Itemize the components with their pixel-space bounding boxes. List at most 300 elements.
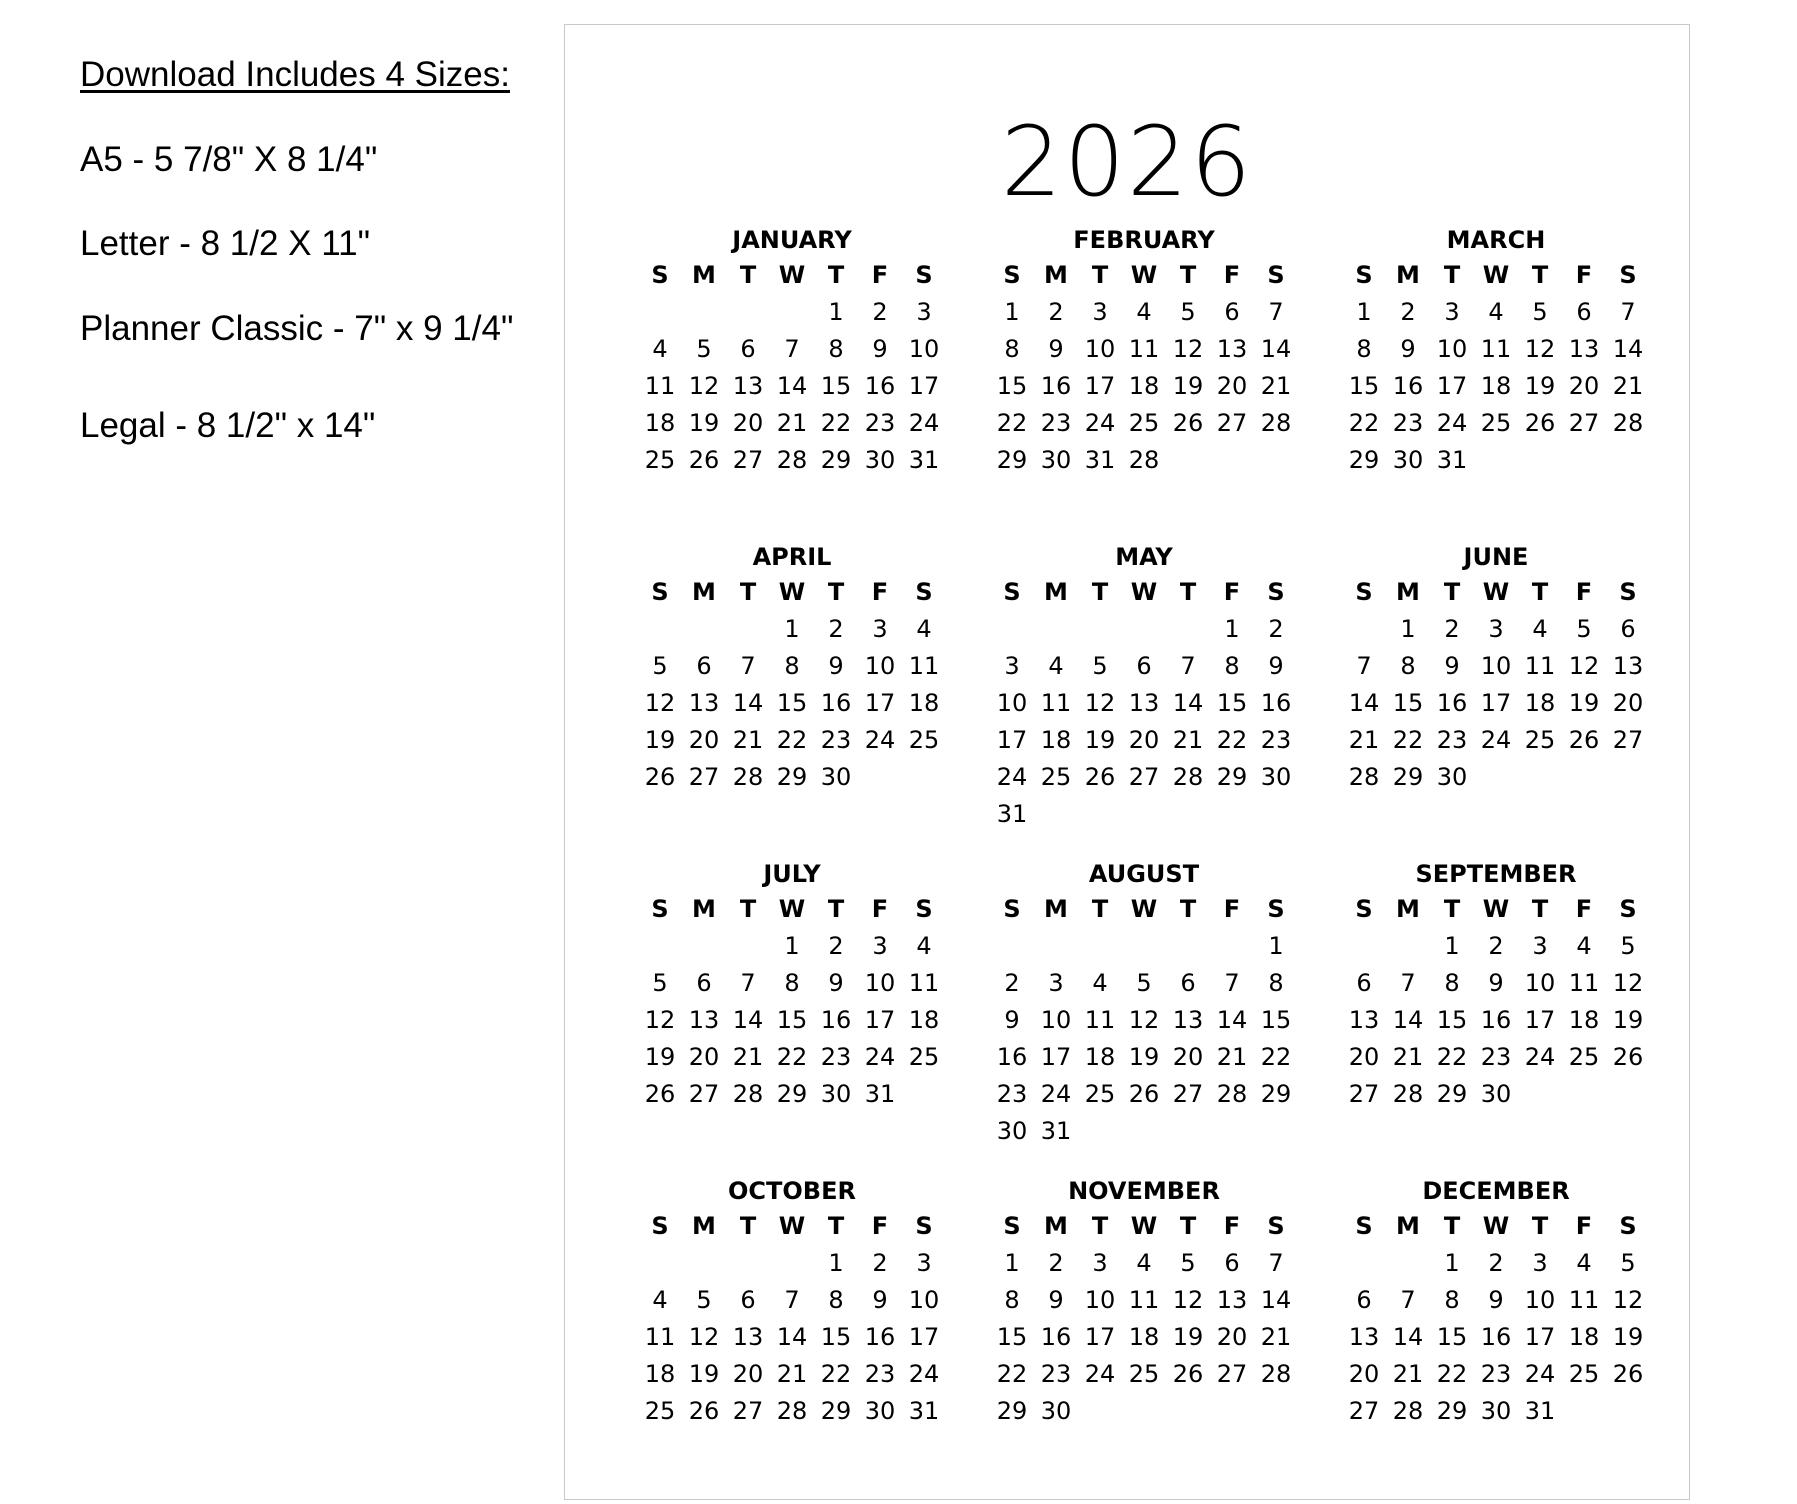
- empty-cell: [1386, 1245, 1430, 1282]
- day-cell: 6: [1224, 298, 1240, 326]
- day-cell: 10: [1480, 652, 1512, 680]
- day-cell: 2: [1444, 615, 1460, 643]
- day-cell: 9: [1048, 1286, 1064, 1314]
- day-cell: 11: [1568, 1286, 1600, 1314]
- day-cell: 9: [872, 335, 888, 363]
- day-cell: 18: [1524, 689, 1556, 717]
- day-cell: 15: [1436, 1323, 1468, 1351]
- day-cell: 27: [732, 446, 764, 474]
- weekday-header: F: [1575, 895, 1593, 923]
- day-cell: 27: [1348, 1397, 1380, 1425]
- weekday-header: T: [1179, 261, 1197, 289]
- day-cell: 10: [908, 1286, 940, 1314]
- weekday-header: W: [778, 261, 806, 289]
- weekday-header: T: [739, 578, 757, 606]
- day-cell: 6: [1356, 969, 1372, 997]
- day-cell: 9: [828, 969, 844, 997]
- day-cell: 11: [1480, 335, 1512, 363]
- day-cell: 9: [1444, 652, 1460, 680]
- day-cell: 25: [1568, 1360, 1600, 1388]
- day-cell: 16: [864, 372, 896, 400]
- day-cell: 26: [644, 1080, 676, 1108]
- day-cell: 27: [1612, 726, 1644, 754]
- day-cell: 25: [1568, 1043, 1600, 1071]
- empty-cell: [682, 928, 726, 965]
- month-march: [1342, 223, 1650, 479]
- weekday-header: S: [1267, 261, 1285, 289]
- sizes-heading: Download Includes 4 Sizes:: [80, 55, 510, 94]
- weekday-header: M: [1044, 261, 1068, 289]
- month-name: NOVEMBER: [1068, 1177, 1220, 1205]
- day-cell: 12: [1524, 335, 1556, 363]
- weekday-header: S: [1003, 895, 1021, 923]
- day-cell: 2: [1400, 298, 1416, 326]
- day-cell: 10: [1040, 1006, 1072, 1034]
- size-letter: Letter - 8 1/2 X 11": [80, 224, 370, 263]
- day-cell: 16: [1040, 1323, 1072, 1351]
- day-cell: 2: [1048, 298, 1064, 326]
- day-cell: 7: [784, 1286, 800, 1314]
- day-cell: 27: [1216, 409, 1248, 437]
- day-cell: 23: [1392, 409, 1424, 437]
- day-cell: 28: [1612, 409, 1644, 437]
- month-may: [990, 540, 1298, 833]
- day-cell: 28: [1260, 1360, 1292, 1388]
- weekday-header: F: [1223, 578, 1241, 606]
- weekday-header: S: [1267, 895, 1285, 923]
- day-cell: 4: [652, 1286, 668, 1314]
- day-cell: 3: [1488, 615, 1504, 643]
- weekday-header: W: [1130, 895, 1158, 923]
- day-cell: 12: [1568, 652, 1600, 680]
- day-cell: 8: [1004, 1286, 1020, 1314]
- day-cell: 10: [864, 652, 896, 680]
- day-cell: 7: [1356, 652, 1372, 680]
- weekday-header: W: [778, 578, 806, 606]
- day-cell: 22: [1216, 726, 1248, 754]
- day-cell: 9: [1488, 969, 1504, 997]
- day-cell: 8: [1444, 1286, 1460, 1314]
- day-cell: 12: [1172, 1286, 1204, 1314]
- month-december: [1342, 1174, 1650, 1430]
- day-cell: 5: [1180, 298, 1196, 326]
- day-cell: 10: [1436, 335, 1468, 363]
- day-cell: 16: [1436, 689, 1468, 717]
- day-cell: 22: [820, 409, 852, 437]
- day-cell: 20: [1216, 1323, 1248, 1351]
- month-grid: [1342, 1208, 1650, 1430]
- day-cell: 19: [688, 409, 720, 437]
- day-cell: 18: [644, 1360, 676, 1388]
- weekday-header: S: [1267, 578, 1285, 606]
- day-cell: 6: [696, 652, 712, 680]
- day-cell: 21: [1172, 726, 1204, 754]
- month-grid: [990, 574, 1298, 833]
- day-cell: 18: [644, 409, 676, 437]
- day-cell: 28: [732, 1080, 764, 1108]
- day-cell: 25: [644, 1397, 676, 1425]
- month-grid: [1342, 257, 1650, 479]
- day-cell: 6: [1576, 298, 1592, 326]
- weekday-header: W: [1482, 261, 1510, 289]
- day-cell: 17: [1480, 689, 1512, 717]
- weekday-header: W: [1482, 1212, 1510, 1240]
- day-cell: 31: [996, 800, 1028, 828]
- day-cell: 18: [1040, 726, 1072, 754]
- empty-cell: [1078, 928, 1122, 965]
- weekday-header: T: [1179, 1212, 1197, 1240]
- weekday-header: T: [1531, 261, 1549, 289]
- day-cell: 17: [1524, 1006, 1556, 1034]
- day-cell: 26: [1172, 409, 1204, 437]
- weekday-header: T: [827, 895, 845, 923]
- month-october: [638, 1174, 946, 1430]
- day-cell: 10: [1084, 335, 1116, 363]
- day-cell: 14: [1392, 1323, 1424, 1351]
- weekday-header: F: [1223, 1212, 1241, 1240]
- day-cell: 17: [908, 372, 940, 400]
- weekday-header: S: [651, 261, 669, 289]
- weekday-header: T: [1531, 1212, 1549, 1240]
- empty-cell: [770, 1245, 814, 1282]
- day-cell: 3: [916, 1249, 932, 1277]
- day-cell: 4: [1488, 298, 1504, 326]
- day-cell: 12: [1612, 969, 1644, 997]
- day-cell: 13: [1348, 1006, 1380, 1034]
- day-cell: 15: [996, 372, 1028, 400]
- day-cell: 24: [908, 409, 940, 437]
- month-april: [638, 540, 946, 796]
- weekday-header: T: [1091, 261, 1109, 289]
- day-cell: 1: [1268, 932, 1284, 960]
- day-cell: 29: [996, 446, 1028, 474]
- day-cell: 27: [1172, 1080, 1204, 1108]
- day-cell: 13: [732, 372, 764, 400]
- day-cell: 24: [1040, 1080, 1072, 1108]
- day-cell: 7: [740, 652, 756, 680]
- day-cell: 25: [1480, 409, 1512, 437]
- day-cell: 24: [864, 1043, 896, 1071]
- day-cell: 11: [1128, 335, 1160, 363]
- empty-cell: [1078, 611, 1122, 648]
- day-cell: 17: [908, 1323, 940, 1351]
- day-cell: 1: [1444, 1249, 1460, 1277]
- day-cell: 14: [776, 372, 808, 400]
- day-cell: 20: [1612, 689, 1644, 717]
- month-name: APRIL: [752, 543, 832, 571]
- day-cell: 23: [1040, 1360, 1072, 1388]
- day-cell: 25: [1128, 409, 1160, 437]
- day-cell: 24: [1524, 1043, 1556, 1071]
- day-cell: 17: [996, 726, 1028, 754]
- month-name: DECEMBER: [1422, 1177, 1570, 1205]
- weekday-header: W: [1130, 578, 1158, 606]
- day-cell: 29: [1436, 1080, 1468, 1108]
- weekday-header: W: [778, 1212, 806, 1240]
- empty-cell: [1122, 928, 1166, 965]
- day-cell: 8: [1444, 969, 1460, 997]
- day-cell: 10: [1524, 1286, 1556, 1314]
- day-cell: 30: [1480, 1397, 1512, 1425]
- day-cell: 2: [872, 1249, 888, 1277]
- day-cell: 13: [1348, 1323, 1380, 1351]
- day-cell: 12: [1128, 1006, 1160, 1034]
- day-cell: 3: [1048, 969, 1064, 997]
- day-cell: 10: [1084, 1286, 1116, 1314]
- month-name: FEBRUARY: [1073, 226, 1215, 254]
- day-cell: 7: [1268, 1249, 1284, 1277]
- day-cell: 22: [776, 1043, 808, 1071]
- day-cell: 5: [696, 1286, 712, 1314]
- day-cell: 24: [996, 763, 1028, 791]
- day-cell: 26: [1172, 1360, 1204, 1388]
- empty-cell: [1166, 928, 1210, 965]
- day-cell: 7: [1268, 298, 1284, 326]
- month-grid: [638, 891, 946, 1113]
- day-cell: 20: [1348, 1043, 1380, 1071]
- day-cell: 16: [1480, 1323, 1512, 1351]
- day-cell: 9: [872, 1286, 888, 1314]
- weekday-header: F: [871, 578, 889, 606]
- weekday-header: T: [1443, 261, 1461, 289]
- day-cell: 24: [1436, 409, 1468, 437]
- day-cell: 25: [1040, 763, 1072, 791]
- day-cell: 24: [1524, 1360, 1556, 1388]
- weekday-header: S: [1619, 1212, 1637, 1240]
- day-cell: 13: [1216, 335, 1248, 363]
- day-cell: 23: [820, 1043, 852, 1071]
- day-cell: 17: [1084, 1323, 1116, 1351]
- day-cell: 23: [1040, 409, 1072, 437]
- day-cell: 3: [872, 932, 888, 960]
- day-cell: 17: [864, 1006, 896, 1034]
- weekday-header: F: [1223, 261, 1241, 289]
- day-cell: 29: [1260, 1080, 1292, 1108]
- day-cell: 5: [1136, 969, 1152, 997]
- day-cell: 22: [996, 1360, 1028, 1388]
- empty-cell: [1342, 1245, 1386, 1282]
- day-cell: 22: [1436, 1360, 1468, 1388]
- weekday-header: M: [692, 895, 716, 923]
- day-cell: 14: [732, 1006, 764, 1034]
- day-cell: 25: [644, 446, 676, 474]
- day-cell: 28: [776, 1397, 808, 1425]
- day-cell: 18: [908, 1006, 940, 1034]
- day-cell: 26: [1612, 1360, 1644, 1388]
- weekday-header: S: [1355, 895, 1373, 923]
- day-cell: 8: [1004, 335, 1020, 363]
- day-cell: 19: [1524, 372, 1556, 400]
- day-cell: 21: [776, 409, 808, 437]
- day-cell: 20: [732, 1360, 764, 1388]
- day-cell: 4: [1092, 969, 1108, 997]
- day-cell: 21: [1348, 726, 1380, 754]
- calendar-year: 2026: [1000, 106, 1254, 218]
- empty-cell: [726, 611, 770, 648]
- day-cell: 15: [776, 689, 808, 717]
- day-cell: 2: [872, 298, 888, 326]
- empty-cell: [1166, 611, 1210, 648]
- weekday-header: F: [871, 1212, 889, 1240]
- day-cell: 5: [1092, 652, 1108, 680]
- day-cell: 14: [776, 1323, 808, 1351]
- day-cell: 4: [1048, 652, 1064, 680]
- month-grid: [1342, 891, 1650, 1113]
- weekday-header: T: [1179, 578, 1197, 606]
- weekday-header: T: [739, 1212, 757, 1240]
- day-cell: 22: [776, 726, 808, 754]
- empty-cell: [1386, 928, 1430, 965]
- day-cell: 28: [776, 446, 808, 474]
- day-cell: 5: [1532, 298, 1548, 326]
- weekday-header: M: [692, 1212, 716, 1240]
- day-cell: 1: [1004, 1249, 1020, 1277]
- day-cell: 12: [644, 689, 676, 717]
- day-cell: 14: [1260, 1286, 1292, 1314]
- day-cell: 7: [1400, 969, 1416, 997]
- weekday-header: S: [1619, 578, 1637, 606]
- day-cell: 6: [696, 969, 712, 997]
- day-cell: 13: [1568, 335, 1600, 363]
- size-a5: A5 - 5 7/8" X 8 1/4": [80, 140, 378, 179]
- day-cell: 27: [1128, 763, 1160, 791]
- month-name: JANUARY: [732, 226, 852, 254]
- day-cell: 26: [688, 446, 720, 474]
- day-cell: 14: [1612, 335, 1644, 363]
- day-cell: 21: [1612, 372, 1644, 400]
- weekday-header: M: [1396, 261, 1420, 289]
- day-cell: 18: [1128, 1323, 1160, 1351]
- weekday-header: M: [1044, 895, 1068, 923]
- weekday-header: T: [1091, 1212, 1109, 1240]
- day-cell: 13: [732, 1323, 764, 1351]
- day-cell: 15: [1216, 689, 1248, 717]
- day-cell: 30: [1480, 1080, 1512, 1108]
- day-cell: 20: [1568, 372, 1600, 400]
- day-cell: 10: [996, 689, 1028, 717]
- day-cell: 2: [1488, 1249, 1504, 1277]
- day-cell: 19: [1128, 1043, 1160, 1071]
- day-cell: 24: [1480, 726, 1512, 754]
- day-cell: 14: [1392, 1006, 1424, 1034]
- day-cell: 5: [652, 652, 668, 680]
- day-cell: 23: [1480, 1043, 1512, 1071]
- day-cell: 19: [1172, 1323, 1204, 1351]
- month-name: JUNE: [1463, 543, 1529, 571]
- day-cell: 7: [740, 969, 756, 997]
- day-cell: 18: [1084, 1043, 1116, 1071]
- day-cell: 19: [1172, 372, 1204, 400]
- day-cell: 8: [1356, 335, 1372, 363]
- day-cell: 29: [1348, 446, 1380, 474]
- weekday-header: F: [871, 895, 889, 923]
- day-cell: 1: [1400, 615, 1416, 643]
- weekday-header: T: [827, 1212, 845, 1240]
- month-grid: [990, 891, 1298, 1150]
- day-cell: 8: [1268, 969, 1284, 997]
- weekday-header: W: [1482, 895, 1510, 923]
- day-cell: 12: [1084, 689, 1116, 717]
- month-september: [1342, 857, 1650, 1113]
- day-cell: 13: [1612, 652, 1644, 680]
- day-cell: 25: [908, 726, 940, 754]
- empty-cell: [1122, 611, 1166, 648]
- weekday-header: T: [1531, 578, 1549, 606]
- day-cell: 10: [908, 335, 940, 363]
- day-cell: 21: [732, 726, 764, 754]
- day-cell: 19: [1568, 689, 1600, 717]
- day-cell: 6: [1224, 1249, 1240, 1277]
- day-cell: 22: [1392, 726, 1424, 754]
- day-cell: 23: [996, 1080, 1028, 1108]
- month-name: JULY: [763, 860, 821, 888]
- day-cell: 20: [1128, 726, 1160, 754]
- month-june: [1342, 540, 1650, 796]
- weekday-header: T: [1091, 578, 1109, 606]
- day-cell: 24: [864, 726, 896, 754]
- month-february: [990, 223, 1298, 479]
- day-cell: 9: [1048, 335, 1064, 363]
- day-cell: 23: [1436, 726, 1468, 754]
- weekday-header: F: [1575, 578, 1593, 606]
- day-cell: 1: [1444, 932, 1460, 960]
- day-cell: 5: [1180, 1249, 1196, 1277]
- day-cell: 5: [1576, 615, 1592, 643]
- weekday-header: T: [739, 261, 757, 289]
- empty-cell: [682, 294, 726, 331]
- day-cell: 4: [1576, 1249, 1592, 1277]
- day-cell: 2: [828, 615, 844, 643]
- day-cell: 4: [652, 335, 668, 363]
- weekday-header: W: [1482, 578, 1510, 606]
- day-cell: 13: [688, 689, 720, 717]
- day-cell: 27: [732, 1397, 764, 1425]
- empty-cell: [1342, 611, 1386, 648]
- weekday-header: S: [1355, 261, 1373, 289]
- day-cell: 11: [644, 372, 676, 400]
- day-cell: 29: [820, 446, 852, 474]
- day-cell: 11: [908, 969, 940, 997]
- empty-cell: [638, 928, 682, 965]
- day-cell: 3: [1092, 1249, 1108, 1277]
- day-cell: 17: [1084, 372, 1116, 400]
- day-cell: 27: [688, 1080, 720, 1108]
- day-cell: 29: [776, 763, 808, 791]
- weekday-header: F: [871, 261, 889, 289]
- day-cell: 7: [1180, 652, 1196, 680]
- day-cell: 3: [1532, 932, 1548, 960]
- day-cell: 24: [908, 1360, 940, 1388]
- month-grid: [638, 257, 946, 479]
- day-cell: 26: [1128, 1080, 1160, 1108]
- day-cell: 7: [784, 335, 800, 363]
- day-cell: 16: [864, 1323, 896, 1351]
- day-cell: 29: [1216, 763, 1248, 791]
- day-cell: 14: [1260, 335, 1292, 363]
- empty-cell: [770, 294, 814, 331]
- day-cell: 25: [1524, 726, 1556, 754]
- day-cell: 9: [1488, 1286, 1504, 1314]
- day-cell: 29: [820, 1397, 852, 1425]
- day-cell: 6: [740, 1286, 756, 1314]
- day-cell: 21: [776, 1360, 808, 1388]
- day-cell: 13: [1128, 689, 1160, 717]
- day-cell: 23: [820, 726, 852, 754]
- day-cell: 11: [1524, 652, 1556, 680]
- day-cell: 9: [828, 652, 844, 680]
- day-cell: 22: [1348, 409, 1380, 437]
- day-cell: 2: [1048, 1249, 1064, 1277]
